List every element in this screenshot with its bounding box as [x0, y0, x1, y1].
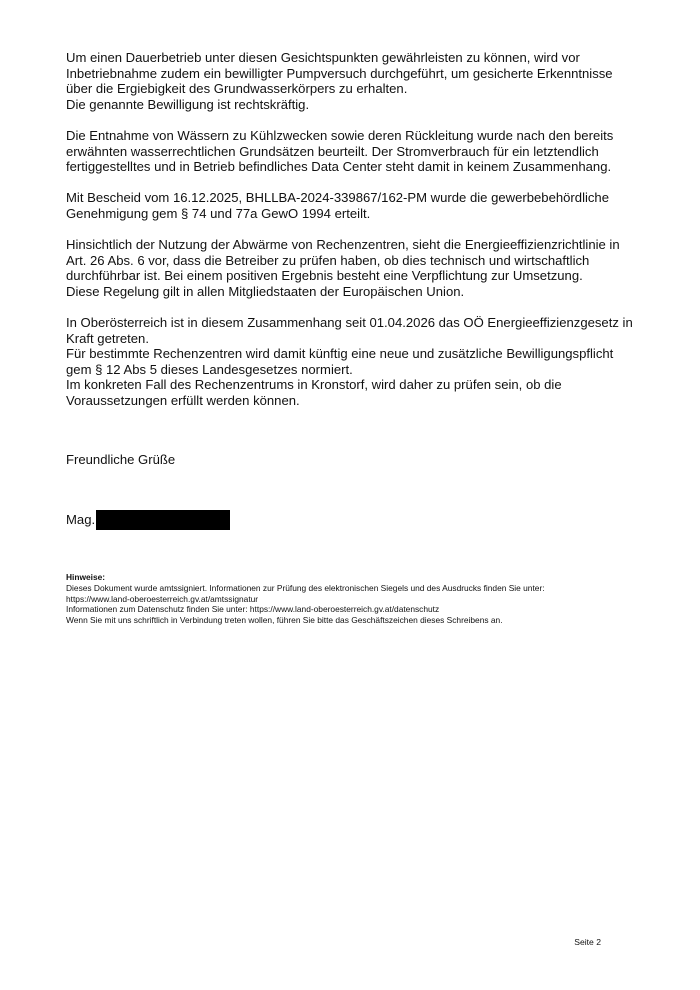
text-line: Hinsichtlich der Nutzung der Abwärme von Rechenzentren, sieht die Energieeffizienzrichtlinie in — [66, 237, 620, 253]
text-line: Genehmigung gem § 74 und 77a GewO 1994 erteilt. — [66, 205, 371, 221]
letter-body — [66, 50, 636, 424]
text-line: Für bestimmte Rechenzentren wird damit künftig eine neue und zusätzliche Bewilligungspflicht — [66, 346, 614, 362]
text-line: Im konkreten Fall des Rechenzentrums in Kronstorf, wird daher zu prüfen sein, ob die — [66, 377, 562, 393]
text-line: Voraussetzungen erfüllt werden können. — [66, 393, 300, 409]
closing-greeting: Freundliche Grüße — [66, 452, 176, 467]
notes-line-datenschutz[interactable]: Informationen zum Datenschutz finden Sie unter: https://www.land-oberoesterreich.gv.at/datenschutz — [66, 604, 440, 615]
notes-line: Wenn Sie mit uns schriftlich in Verbindung treten wollen, führen Sie bitte das Geschäftszeichen dieses Schreibens an. — [66, 615, 503, 626]
paragraph-bescheid — [66, 190, 636, 221]
text-line: Um einen Dauerbetrieb unter diesen Gesichtspunkten gewährleisten zu können, wird vor — [66, 50, 580, 65]
text-line: fertiggestelltes und in Betrieb befindliches Data Center steht damit in keinem Zusammenhang. — [66, 159, 612, 175]
text-line: Diese Regelung gilt in allen Mitgliedstaaten der Europäischen Union. — [66, 283, 465, 299]
text-line: Die genannte Bewilligung ist rechtskräftig. — [66, 96, 310, 112]
page-number: Seite 2 — [574, 937, 601, 947]
text-line: gem § 12 Abs 5 dieses Landesgesetzes normiert. — [66, 361, 353, 377]
signature-block — [66, 510, 230, 530]
notes-link-amtssignatur[interactable]: https://www.land-oberoesterreich.gv.at/amtssignatur — [66, 593, 259, 604]
paragraph-kuehlzwecke — [66, 128, 636, 175]
text-line: Inbetriebnahme zudem ein bewilligter Pumpversuch durchgeführt, um gesicherte Erkenntnisse — [66, 65, 613, 81]
notes-section — [66, 572, 646, 626]
notes-line: Dieses Dokument wurde amtssigniert. Informationen zur Prüfung des elektronischen Siegels und des Ausdrucks finden Sie unter: — [66, 582, 545, 593]
text-line: durchführbar ist. Bei einem positiven Ergebnis besteht eine Verpflichtung zur Umsetzung. — [66, 268, 583, 284]
redacted-name-bar — [96, 510, 230, 530]
text-line: Art. 26 Abs. 6 vor, dass die Betreiber zu prüfen haben, ob dies technisch und wirtschaftlich — [66, 252, 590, 268]
paragraph-pumpversuch — [66, 50, 636, 112]
text-line: In Oberösterreich ist in diesem Zusammenhang seit 01.04.2026 das OÖ Energieeffizienzgesetz in — [66, 315, 633, 331]
text-line: über die Ergiebigkeit des Grundwasserkörpers zu erhalten. — [66, 81, 408, 97]
paragraph-abwaerme — [66, 237, 636, 299]
notes-title: Hinweise: — [66, 572, 106, 582]
text-line: Mit Bescheid vom 16.12.2025, BHLLBA-2024-339867/162-PM wurde die gewerbebehördliche — [66, 190, 610, 206]
paragraph-energieeffizienzgesetz — [66, 315, 636, 409]
text-line: erwähnten wasserrechtlichen Grundsätzen beurteilt. Der Stromverbrauch für ein letztendlich — [66, 143, 599, 159]
text-line: Die Entnahme von Wässern zu Kühlzwecken sowie deren Rückleitung wurde nach den bereits — [66, 127, 614, 143]
text-line: Kraft getreten. — [66, 330, 149, 346]
signature-title: Mag. — [66, 512, 96, 527]
